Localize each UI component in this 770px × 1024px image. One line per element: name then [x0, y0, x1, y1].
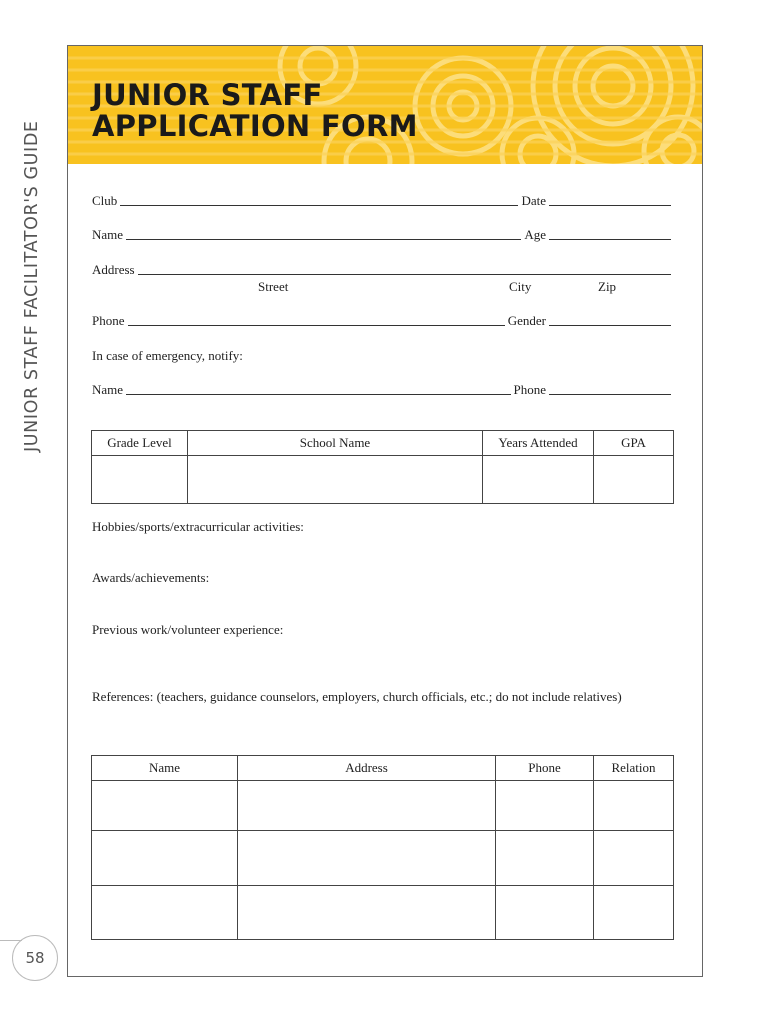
address-label: Address — [92, 262, 135, 277]
references-table-row — [92, 831, 674, 886]
zip-caption: Zip — [598, 279, 617, 294]
emergency-name-field[interactable] — [126, 394, 510, 395]
col-ref-phone: Phone — [496, 756, 594, 781]
emergency-row — [92, 382, 674, 398]
col-ref-relation: Relation — [594, 756, 674, 781]
club-field[interactable] — [120, 205, 518, 206]
address-row — [92, 262, 674, 278]
col-years-attended: Years Attended — [483, 431, 594, 456]
ref-relation-cell[interactable] — [594, 781, 674, 831]
ref-phone-cell[interactable] — [496, 781, 594, 831]
awards-label: Awards/achievements: — [92, 570, 210, 585]
emergency-name-label: Name — [92, 382, 124, 397]
emergency-phone-field[interactable] — [549, 394, 671, 395]
age-field[interactable] — [549, 239, 671, 240]
phone-gender-row — [92, 313, 674, 329]
side-title: JUNIOR STAFF FACILITATOR'S GUIDE — [22, 120, 42, 452]
phone-label: Phone — [92, 313, 125, 328]
name-field[interactable] — [126, 239, 521, 240]
ref-relation-cell[interactable] — [594, 886, 674, 940]
ref-name-cell[interactable] — [92, 886, 238, 940]
gender-label: Gender — [507, 313, 546, 328]
emergency-phone-label: Phone — [513, 382, 546, 397]
form-title-line2: APPLICATION FORM — [92, 109, 418, 143]
gender-field[interactable] — [549, 325, 671, 326]
name-age-row — [92, 227, 674, 243]
school-table-row — [92, 456, 674, 504]
phone-field[interactable] — [128, 325, 505, 326]
form-title-line1: JUNIOR STAFF — [92, 78, 323, 112]
gpa-cell[interactable] — [594, 456, 674, 504]
references-label: References: (teachers, guidance counselors, employers, church officials, etc.; do not include relatives) — [92, 689, 622, 704]
references-table-header — [92, 756, 674, 781]
date-field[interactable] — [549, 205, 671, 206]
hobbies-label: Hobbies/sports/extracurricular activities: — [92, 519, 304, 534]
ref-address-cell[interactable] — [238, 781, 496, 831]
ref-address-cell[interactable] — [238, 831, 496, 886]
col-school-name: School Name — [188, 431, 483, 456]
references-table-row — [92, 781, 674, 831]
col-ref-name: Name — [92, 756, 238, 781]
emergency-heading: In case of emergency, notify: — [92, 348, 243, 363]
date-label: Date — [521, 193, 546, 208]
ref-name-cell[interactable] — [92, 781, 238, 831]
school-table — [91, 430, 674, 504]
references-table — [91, 755, 674, 940]
col-grade-level: Grade Level — [92, 431, 188, 456]
city-caption: City — [509, 279, 532, 294]
club-label: Club — [92, 193, 118, 208]
col-gpa: GPA — [594, 431, 674, 456]
experience-label: Previous work/volunteer experience: — [92, 622, 284, 637]
ref-name-cell[interactable] — [92, 831, 238, 886]
references-table-row — [92, 886, 674, 940]
street-caption: Street — [258, 279, 289, 294]
address-field[interactable] — [138, 274, 671, 275]
ref-phone-cell[interactable] — [496, 886, 594, 940]
header-banner — [68, 46, 702, 164]
name-label: Name — [92, 227, 124, 242]
school-table-header — [92, 431, 674, 456]
ref-relation-cell[interactable] — [594, 831, 674, 886]
ref-address-cell[interactable] — [238, 886, 496, 940]
form-page — [67, 45, 703, 977]
grade-level-cell[interactable] — [92, 456, 188, 504]
age-label: Age — [524, 227, 546, 242]
col-ref-address: Address — [238, 756, 496, 781]
page-number: 58 — [12, 935, 58, 981]
form-title — [92, 80, 418, 142]
school-name-cell[interactable] — [188, 456, 483, 504]
ref-phone-cell[interactable] — [496, 831, 594, 886]
club-date-row — [92, 193, 674, 209]
years-attended-cell[interactable] — [483, 456, 594, 504]
